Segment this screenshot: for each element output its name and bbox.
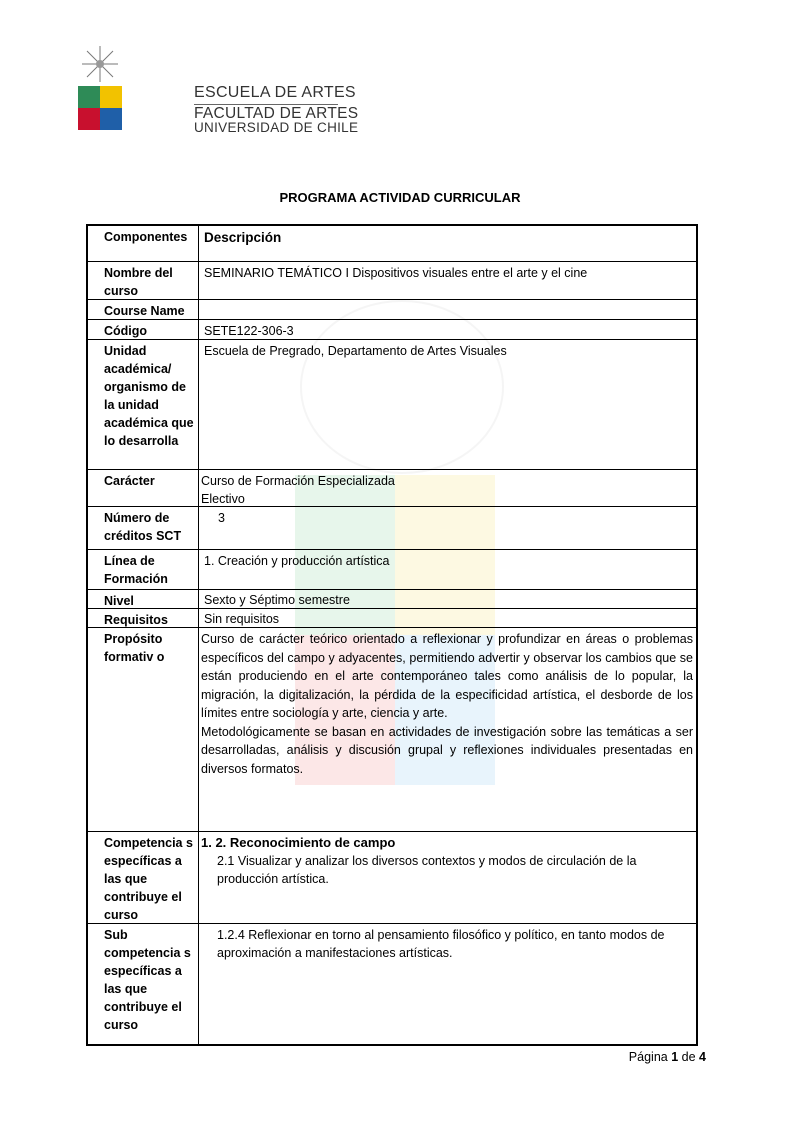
value-paragraph: Curso de carácter teórico orientado a reflexionar y profundizar en áreas o problemas específicos del campo y adyacentes, permitiendo advertir y observar los cambios que se están produciendo en el arte contemporáneo tales como análisis de lo popular, la migración, la digitalización, la pérdida de la especificidad artística, el desborde de los límites entre sociología y arte, ciencia y arte.: [201, 632, 693, 720]
row-label: Competencia s específicas a las que contribuye el curso: [88, 832, 199, 923]
table-row: [88, 628, 696, 832]
total-pages: 4: [699, 1050, 706, 1064]
curriculum-table: [86, 224, 698, 1046]
table-row: [88, 590, 696, 609]
value-paragraph: Metodológicamente se basan en actividades de investigación sobre las temáticas a ser desarrolladas, análisis y discusión grupal y reflexiones individuales presentadas en diversos formatos.: [201, 724, 693, 776]
table-row: [88, 320, 696, 340]
row-label: Código: [88, 320, 199, 339]
row-value: [200, 300, 696, 302]
table-row: [88, 609, 696, 628]
logo-line-3: UNIVERSIDAD DE CHILE: [194, 120, 359, 135]
table-row: [88, 832, 696, 924]
row-label: Unidad académica/ organismo de la unidad académica que lo desarrolla: [88, 340, 199, 469]
table-row: [88, 507, 696, 550]
page-title: PROGRAMA ACTIVIDAD CURRICULAR: [279, 190, 521, 205]
value-line: Electivo: [201, 492, 245, 506]
row-label: Requisitos: [88, 609, 199, 627]
emblem-icon: [74, 44, 122, 136]
page-label: Página: [628, 1050, 668, 1064]
row-value: 1. Creación y producción artística: [204, 554, 390, 568]
row-label: Línea de Formación: [88, 550, 199, 589]
table-row: [88, 470, 696, 507]
row-value: SEMINARIO TEMÁTICO I Dispositivos visuales entre el arte y el cine: [204, 266, 588, 280]
row-label: Course Name: [88, 300, 199, 319]
table-row: [88, 924, 696, 1044]
row-label: Propósito formativ o: [88, 628, 199, 831]
competency-heading: 1. 2. Reconocimiento de campo: [201, 835, 396, 850]
table-header-row: [88, 226, 696, 262]
row-value: 1.2.4 Reflexionar en torno al pensamiento filosófico y político, en tanto modos de aproximación a manifestaciones artísticas.: [217, 928, 665, 960]
row-label: Nivel: [88, 590, 199, 608]
of-label: de: [681, 1050, 696, 1064]
row-value: 3: [218, 511, 225, 525]
page-number: [629, 1050, 706, 1064]
current-page: 1: [671, 1050, 679, 1064]
table-row: [88, 262, 696, 300]
table-row: [88, 340, 696, 470]
row-value: Sexto y Séptimo semestre: [204, 593, 350, 607]
row-label: Sub competencia s específicas a las que contribuye el curso: [88, 924, 199, 1044]
table-row: [88, 300, 696, 320]
row-label: Nombre del curso: [88, 262, 199, 299]
row-value: [200, 832, 696, 888]
row-value: Escuela de Pregrado, Departamento de Artes Visuales: [204, 344, 507, 358]
row-label: Número de créditos SCT: [88, 507, 199, 549]
header-value: Descripción: [204, 230, 282, 245]
row-value: [200, 470, 696, 508]
row-value: Sin requisitos: [204, 612, 280, 626]
table-row: [88, 550, 696, 590]
logo-line-2: FACULTAD DE ARTES: [194, 105, 359, 122]
row-value: [200, 628, 696, 778]
logo-line-1: ESCUELA DE ARTES: [194, 84, 356, 101]
row-label: Carácter: [88, 470, 199, 506]
competency-item: 2.1 Visualizar y analizar los diversos contextos y modos de circulación de la producción artística.: [217, 854, 637, 886]
value-line: Curso de Formación Especializada: [201, 474, 395, 488]
university-logo: [74, 44, 359, 136]
row-value: SETE122-306-3: [204, 324, 294, 338]
header-label: Componentes: [88, 226, 199, 261]
